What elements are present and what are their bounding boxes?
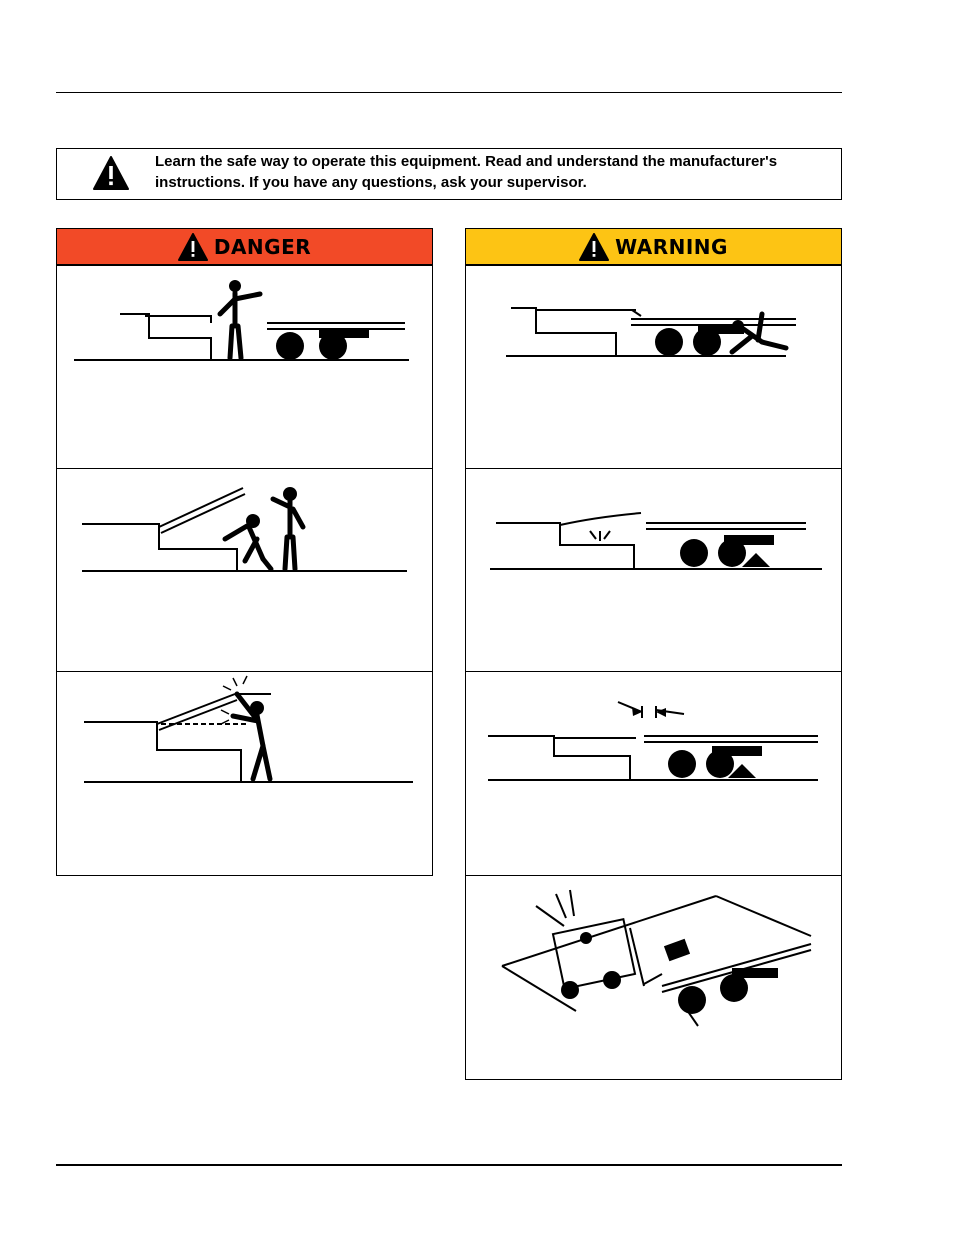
danger-label: DANGER — [213, 234, 312, 259]
lip-impact-person-illustration — [57, 672, 432, 875]
warning-triangle-icon — [93, 156, 129, 190]
warning-panel — [465, 228, 842, 1080]
safety-notice-text: Learn the safe way to operate this equipment. Read and understand the manufacturer's instructions. If you have any questions, ask your supervisor. — [155, 153, 778, 191]
warning-header — [466, 229, 841, 265]
raised-ramp-person-underneath-illustration — [57, 469, 432, 672]
danger-panel — [56, 228, 433, 876]
warning-illustration-1 — [466, 265, 841, 468]
bottom-rule — [56, 1164, 842, 1166]
warning-triangle-icon — [178, 233, 208, 261]
danger-illustration-1 — [57, 265, 432, 468]
warning-triangle-icon — [579, 233, 609, 261]
forklift-falling-illustration — [466, 876, 841, 1079]
warning-label: WARNING — [615, 234, 728, 259]
warning-illustration-2 — [466, 468, 841, 671]
dock-gap-person-illustration — [57, 266, 432, 469]
warning-illustration-4 — [466, 875, 841, 1078]
danger-illustration-3 — [57, 671, 432, 874]
warning-illustration-3 — [466, 671, 841, 875]
top-rule — [56, 92, 842, 93]
danger-illustration-2 — [57, 468, 432, 671]
safety-notice-box — [56, 148, 842, 200]
danger-header — [57, 229, 432, 265]
trailer-gap-distance-illustration — [466, 672, 841, 876]
person-under-trailer-illustration — [466, 266, 841, 469]
trailer-creep-ramp-illustration — [466, 469, 841, 672]
